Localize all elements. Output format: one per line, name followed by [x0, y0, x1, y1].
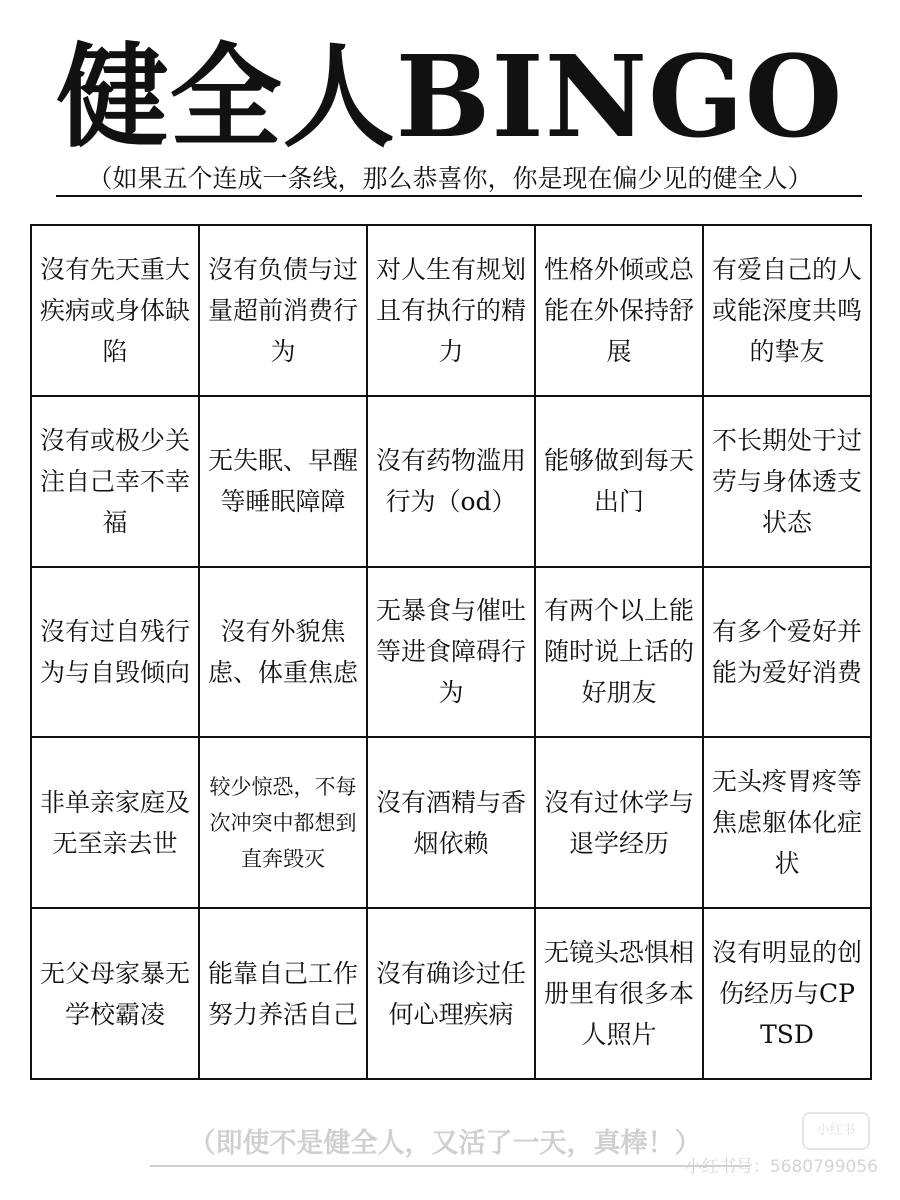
bingo-cell[interactable]: 无父母家暴无学校霸凌	[31, 908, 199, 1079]
bingo-cell[interactable]: 非单亲家庭及无至亲去世	[31, 737, 199, 908]
bingo-cell[interactable]: 沒有药物滥用行为（od）	[367, 396, 535, 567]
page-title: 健全人BINGO	[56, 32, 844, 163]
watermark-id: 小红书号：5680799056	[684, 1157, 878, 1177]
bingo-cell[interactable]: 沒有或极少关注自己幸不幸福	[31, 396, 199, 567]
bingo-cell[interactable]: 沒有过自残行为与自毁倾向	[31, 567, 199, 738]
bingo-cell[interactable]: 无失眠、早醒等睡眠障障	[199, 396, 367, 567]
bingo-cell[interactable]: 沒有外貌焦虑、体重焦虑	[199, 567, 367, 738]
bingo-cell[interactable]: 有两个以上能随时说上话的好朋友	[535, 567, 703, 738]
bingo-cell[interactable]: 性格外倾或总能在外保持舒展	[535, 225, 703, 396]
bingo-row	[31, 225, 871, 396]
bingo-cell[interactable]: 能靠自己工作努力养活自己	[199, 908, 367, 1079]
bingo-row	[31, 737, 871, 908]
bingo-cell[interactable]: 无暴食与催吐等进食障碍行为	[367, 567, 535, 738]
bingo-cell[interactable]: 沒有先天重大疾病或身体缺陷	[31, 225, 199, 396]
bingo-cell[interactable]: 无镜头恐惧相册里有很多本人照片	[535, 908, 703, 1079]
bingo-cell[interactable]: 沒有明显的创伤经历与CPTSD	[703, 908, 871, 1079]
bingo-cell[interactable]: 沒有确诊过任何心理疾病	[367, 908, 535, 1079]
watermark-logo: 小红书	[802, 1112, 870, 1150]
bingo-cell[interactable]: 有多个爱好并能为爱好消费	[703, 567, 871, 738]
bingo-cell[interactable]: 有爱自己的人或能深度共鸣的挚友	[703, 225, 871, 396]
bingo-cell[interactable]: 不长期处于过劳与身体透支状态	[703, 396, 871, 567]
bingo-cell[interactable]: 能够做到每天出门	[535, 396, 703, 567]
bingo-cell[interactable]: 无头疼胃疼等焦虑躯体化症状	[703, 737, 871, 908]
bingo-row	[31, 396, 871, 567]
bingo-row	[31, 567, 871, 738]
bingo-cell[interactable]: 较少惊恐，不每次冲突中都想到直奔毁灭	[199, 737, 367, 908]
bingo-cell[interactable]: 对人生有规划且有执行的精力	[367, 225, 535, 396]
bingo-row	[31, 908, 871, 1079]
bingo-cell[interactable]: 沒有过休学与退学经历	[535, 737, 703, 908]
footer-underline	[150, 1165, 750, 1167]
subtitle: （如果五个连成一条线，那么恭喜你，你是现在偏少见的健全人）	[87, 164, 813, 193]
bingo-cell[interactable]: 沒有负债与过量超前消费行为	[199, 225, 367, 396]
bingo-cell[interactable]: 沒有酒精与香烟依赖	[367, 737, 535, 908]
subtitle-underline	[56, 195, 862, 197]
footer-note: （即使不是健全人，又活了一天，真棒！）	[188, 1128, 702, 1159]
bingo-grid	[30, 224, 872, 1080]
